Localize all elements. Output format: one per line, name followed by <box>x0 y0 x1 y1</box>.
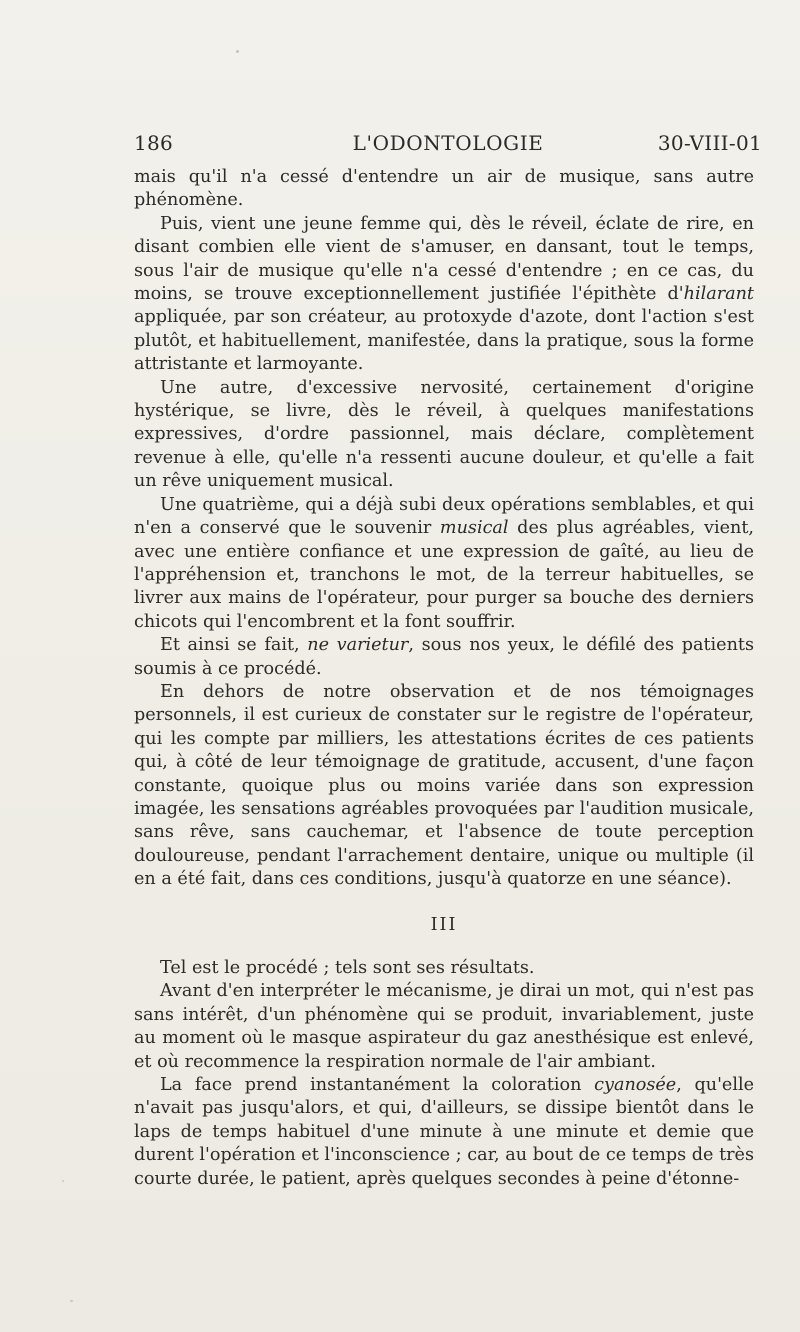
text-run: Et ainsi se fait, <box>160 635 308 656</box>
page-number: 186 <box>134 131 174 155</box>
text-run: , sous nos yeux, le défilé des patients soumis à ce procédé. <box>134 635 754 679</box>
italic-text: musical <box>439 518 509 539</box>
italic-text: ne varietur <box>307 635 409 656</box>
paragraph <box>134 494 754 634</box>
article-body <box>134 166 754 1191</box>
text-run: appliquée, par son créateur, au protoxyde d'azote, dont l'action s'est plutôt, et habituellement, manifestée, dans la pratique, sous la forme attristante et larmoyante. <box>134 307 754 375</box>
paragraphs-before-section <box>134 166 754 892</box>
text-run: Puis, vient une jeune femme qui, dès le réveil, éclate de rire, en disant combien elle vient de s'amuser, en dansant, tout le temps, sous l'air de musique qu'elle n'a cessé d'entendre ; en ce cas, du moins, se trouve exceptionnellement justifiée l'épithète d' <box>134 213 754 305</box>
text-run: mais qu'il n'a cessé d'entendre un air de musique, sans autre phénomène. <box>134 167 754 211</box>
italic-text: cyanosée <box>594 1075 677 1096</box>
paper-speck <box>236 50 239 53</box>
paragraph <box>134 1074 754 1191</box>
paragraph <box>134 957 754 980</box>
text-run: Avant d'en interpréter le mécanisme, je dirai un mot, qui n'est pas sans intérêt, d'un phénomène qui se produit, invariablement, juste au moment où le masque aspirateur du gaz anesthésique est enlevé, et où recommence la respiration normale de l'air ambiant. <box>134 981 754 1072</box>
text-run: Une autre, d'excessive nervosité, certainement d'origine hystérique, se livre, dès le réveil, à quelques manifestations expressives, d'ordre passionnel, mais déclare, complètement revenue à elle, qu'elle n'a ressenti aucune douleur, et qu'elle a fait un rêve uniquement musical. <box>134 377 754 492</box>
paragraph <box>134 377 754 494</box>
paper-speck <box>70 1300 73 1302</box>
paragraph <box>134 213 754 377</box>
paragraph <box>134 166 754 213</box>
paragraph <box>134 681 754 892</box>
text-run: Tel est le procédé ; tels sont ses résultats. <box>160 958 535 978</box>
paper-speck <box>62 1180 64 1182</box>
text-run: des plus agréables, vient, avec une entière confiance et une expression de gaîté, au lieu de l'appréhension et, tranchons le mot, de la terreur habituelles, se livrer aux mains de l'opérateur, pour purger sa bouche des derniers chicots qui l'encombrent et la font souffrir. <box>134 518 754 632</box>
running-header <box>134 128 762 158</box>
paragraph <box>134 980 754 1074</box>
text-run: Une quatrième, qui a déjà subi deux opérations semblables, et qui n'en a conservé que le souvenir <box>134 494 754 539</box>
text-run: , qu'elle n'avait pas jusqu'alors, et qui, d'ailleurs, se dissipe bientôt dans le laps de temps habituel d'une minute à une minute et demie que durent l'opération et l'inconscience ; car, au bout de ce temps de très courte durée, le patient, après quelques secondes à peine d'étonne- <box>134 1075 754 1189</box>
journal-title: L'ODONTOLOGIE <box>352 131 544 155</box>
italic-text: hilarant <box>683 284 754 305</box>
paragraphs-after-section <box>134 957 754 1191</box>
text-run: En dehors de notre observation et de nos témoignages personnels, il est curieux de constater sur le registre de l'opérateur, qui les compte par milliers, les attestations écrites de ces patients qui, à côté de leur témoignage de gratitude, accusent, d'une façon constante, quoique plus ou moins variée dans son expression imagée, les sensations agréables provoquées par l'audition musicale, sans rêve, sans cauchemar, et l'absence de toute perception douloureuse, pendant l'arrachement dentaire, unique ou multiple (il en a été fait, dans ces conditions, jusqu'à quatorze en une séance). <box>134 681 754 890</box>
issue-date: 30-VIII-01 <box>657 131 762 155</box>
section-heading: III <box>430 914 458 935</box>
text-run: La face prend instantanément la coloration <box>160 1075 595 1096</box>
paragraph <box>134 634 754 681</box>
